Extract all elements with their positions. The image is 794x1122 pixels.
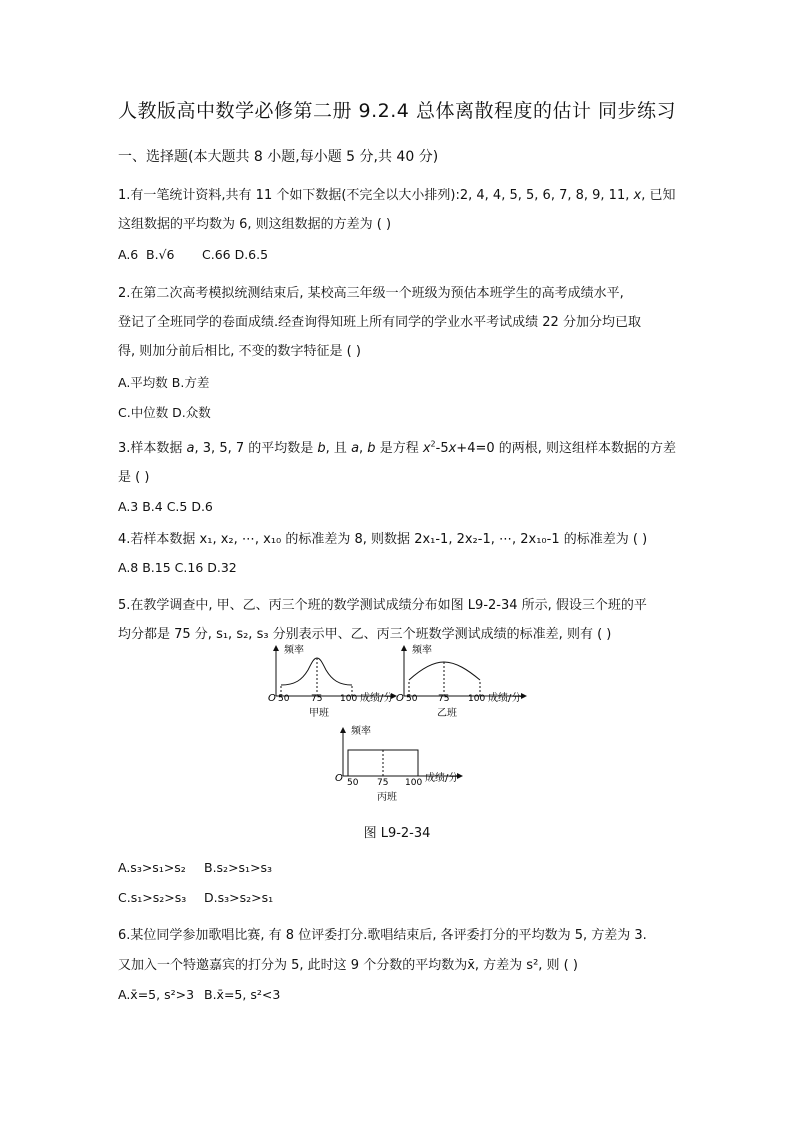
chart2-tick-75: 75 [438,694,450,704]
q6-option-a: A.x̄=5, s²>3 [118,987,195,1002]
q5-option-a: A.s₃>s₁>s₂ [118,860,186,875]
chart-class-yi [396,643,526,719]
q3-text-3: , 且 [325,441,352,456]
q3-var-b: b [317,441,326,456]
q3-line1 [118,437,676,456]
q3-text-1: 3.样本数据 [118,441,187,456]
chart3-tick-100: 100 [405,778,423,788]
chart2-tick-100: 100 [468,694,486,704]
chart2-y-label: 频率 [412,645,432,656]
chart3-origin: O [335,773,343,784]
q3-var-b2: b [367,441,376,456]
q3-var-a2: a [351,441,360,456]
q1-text-b: , 已知 [641,188,676,203]
q2-line3: 得, 则加分前后相比, 不变的数字特征是 ( ) [118,344,361,359]
q4-options: A.8 B.15 C.16 D.32 [118,560,237,575]
chart-class-jia [268,643,396,719]
q3-var-a: a [186,441,195,456]
q5-option-c: C.s₁>s₂>s₃ [118,890,187,905]
figure-caption: 图 L9-2-34 [363,826,431,841]
q1-option-a: A.6 [118,247,139,262]
chart3-name: 丙班 [377,792,397,803]
chart-class-bing [335,724,462,803]
chart3-x-label: 成绩/分 [425,773,459,784]
q1-var-x: x [633,188,642,203]
q2-line2: 登记了全班同学的卷面成绩.经查询得知班上所有同学的学业水平考试成绩 22 分加分均已取 [118,315,641,330]
q2-line1: 2.在第二次高考模拟统测结束后, 某校高三年级一个班级为预估本班学生的高考成绩水平, [118,286,624,301]
chart1-tick-75: 75 [311,694,323,704]
chart3-tick-75: 75 [377,778,389,788]
q3-text-4: , [359,441,368,456]
chart2-name: 乙班 [437,708,457,719]
q2-options-ab: A.平均数 B.方差 [118,375,210,390]
chart3-tick-50: 50 [347,778,359,788]
q5-line1: 5.在教学调查中, 甲、乙、丙三个班的数学测试成绩分布如图 L9-2-34 所示, 假设三个班的平 [118,598,647,613]
chart2-tick-50: 50 [406,694,418,704]
q1-text-a: 1.有一笔统计资料,共有 11 个如下数据(不完全以大小排列):2, 4, 4, 5, 5, 6, 7, 8, 9, 11, [118,188,634,203]
q6-line1: 6.某位同学参加歌唱比赛, 有 8 位评委打分.歌唱结束后, 各评委打分的平均数为 5, 方差为 3. [118,928,647,943]
q1-option-cd: C.66 D.6.5 [202,247,269,262]
q3-options: A.3 B.4 C.5 D.6 [118,499,213,514]
chart1-tick-100: 100 [340,694,358,704]
section-heading: 一、选择题(本大题共 8 小题,每小题 5 分,共 40 分) [118,149,439,165]
q5-option-b: B.s₂>s₁>s₃ [204,860,273,875]
q1-option-b: B.√6 [146,247,175,262]
chart3-y-label: 频率 [351,726,371,737]
chart1-name: 甲班 [309,708,329,719]
q5-line2: 均分都是 75 分, s₁, s₂, s₃ 分别表示甲、乙、丙三个班数学测试成绩的标准差, 则有 ( ) [118,627,612,642]
figure-l9-2-34 [0,640,794,810]
chart1-tick-50: 50 [278,694,290,704]
chart2-x-label: 成绩/分 [488,693,522,704]
q5-option-d: D.s₃>s₂>s₁ [204,890,274,905]
q6-line2: 又加入一个特邀嘉宾的打分为 5, 此时这 9 个分数的平均数为x̄, 方差为 s², 则 ( ) [118,958,578,973]
page-title: 人教版高中数学必修第二册 9.2.4 总体离散程度的估计 同步练习 [118,100,676,122]
q6-option-b: B.x̄=5, s²<3 [204,987,281,1002]
chart2-origin: O [396,693,404,704]
chart1-x-label: 成绩/分 [360,693,394,704]
q3-text-7: +4=0 的两根, 则这组样本数据的方差 [456,441,677,456]
q3-text-2: , 3, 5, 7 的平均数是 [194,441,318,456]
q1-line2: 这组数据的平均数为 6, 则这组数据的方差为 ( ) [118,217,392,232]
chart1-origin: O [268,693,276,704]
q2-options-cd: C.中位数 D.众数 [118,405,211,420]
q3-line2: 是 ( ) [118,470,150,485]
q3-var-x2: x [448,441,457,456]
q3-text-6: -5 [435,441,449,456]
q4-line: 4.若样本数据 x₁, x₂, ⋯, x₁₀ 的标准差为 8, 则数据 2x₁-1, 2x₂-1, ⋯, 2x₁₀-1 的标准差为 ( ) [118,532,648,547]
q3-exponent: 2 [430,439,436,449]
chart1-y-label: 频率 [284,645,304,656]
q3-var-x1: x [422,441,431,456]
q1-line1 [118,184,675,203]
q3-text-5: 是方程 [375,441,423,456]
